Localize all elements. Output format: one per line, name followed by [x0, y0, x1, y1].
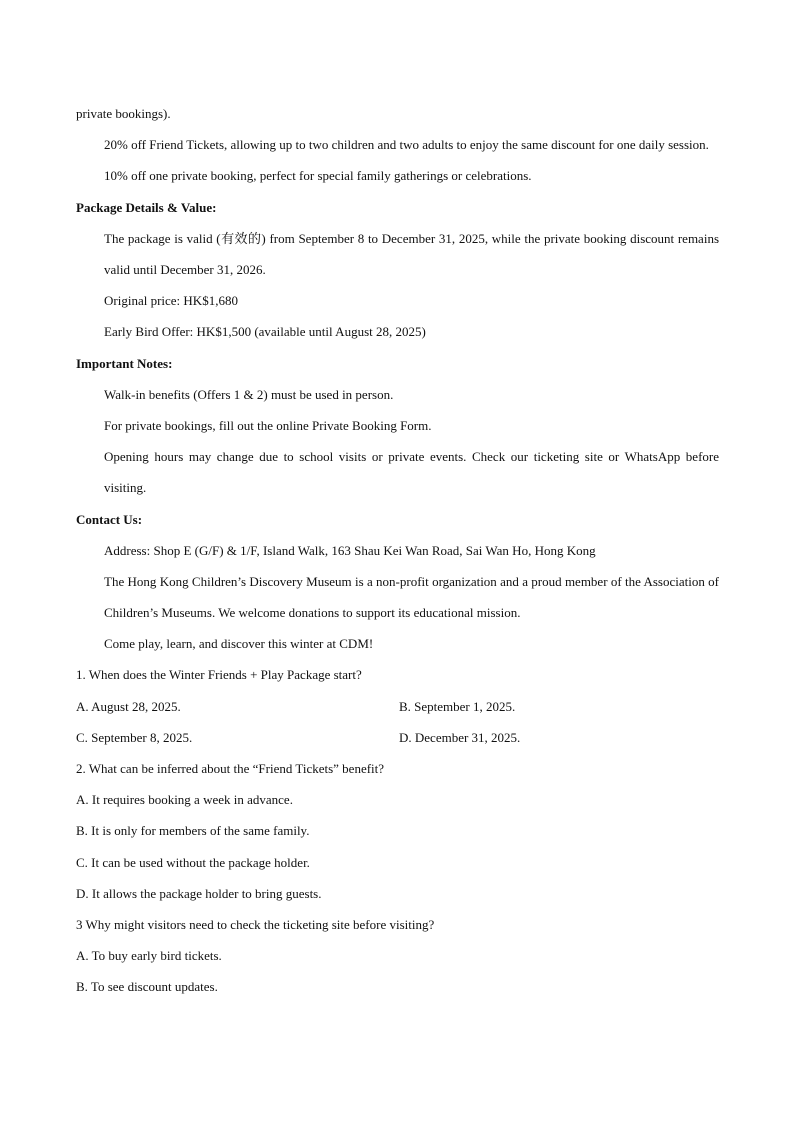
section-heading-notes: Important Notes:: [76, 355, 173, 371]
question-option: B. To see discount updates.: [76, 979, 218, 995]
question-option: C. September 8, 2025.: [76, 729, 193, 745]
question-options-row: [76, 722, 719, 753]
note-private-booking: For private bookings, fill out the online Private Booking Form.: [104, 417, 432, 433]
question-options-row: [76, 691, 719, 722]
benefit-private-booking: 10% off one private booking, perfect for special family gatherings or celebrations.: [104, 168, 532, 184]
question-option: D. It allows the package holder to bring guests.: [76, 885, 322, 901]
question-option: A. To buy early bird tickets.: [76, 948, 222, 964]
question-option: C. It can be used without the package holder.: [76, 854, 310, 870]
document-page: [76, 98, 719, 1003]
question-stem: 2. What can be inferred about the “Friend Tickets” benefit?: [76, 761, 385, 777]
note-opening-hours: Opening hours may change due to school visits or private events. Check our ticketing site or WhatsApp before visiting.: [104, 449, 719, 496]
original-price: Original price: HK$1,680: [104, 293, 238, 309]
section-heading-contact: Contact Us:: [76, 511, 143, 527]
question-option: D. December 31, 2025.: [399, 729, 521, 745]
question-option: B. It is only for members of the same family.: [76, 823, 310, 839]
passage-fragment: private bookings).: [76, 106, 171, 121]
benefit-friend-tickets: 20% off Friend Tickets, allowing up to two children and two adults to enjoy the same discount for one daily session.: [104, 137, 709, 153]
museum-about: The Hong Kong Children’s Discovery Museum is a non-profit organization and a proud member of the Association of Children’s Museums. We welcome donations to support its educational mission.: [104, 573, 719, 621]
question-option: B. September 1, 2025.: [399, 698, 516, 714]
section-heading-package: Package Details & Value:: [76, 199, 217, 215]
package-validity: The package is valid (有效的) from September 8 to December 31, 2025, while the private booking discount remains valid until December 31, 2026.: [104, 230, 719, 277]
question-stem: 1. When does the Winter Friends + Play Package start?: [76, 667, 362, 683]
note-walk-in: Walk-in benefits (Offers 1 & 2) must be used in person.: [104, 386, 394, 402]
closing-line: Come play, learn, and discover this winter at CDM!: [104, 636, 374, 652]
question-stem: 3 Why might visitors need to check the ticketing site before visiting?: [76, 916, 435, 932]
contact-address: Address: Shop E (G/F) & 1/F, Island Walk, 163 Shau Kei Wan Road, Sai Wan Ho, Hong Kong: [104, 542, 596, 558]
question-option: A. August 28, 2025.: [76, 698, 181, 714]
question-option: A. It requires booking a week in advance.: [76, 792, 293, 808]
early-bird-price: Early Bird Offer: HK$1,500 (available until August 28, 2025): [104, 324, 426, 340]
